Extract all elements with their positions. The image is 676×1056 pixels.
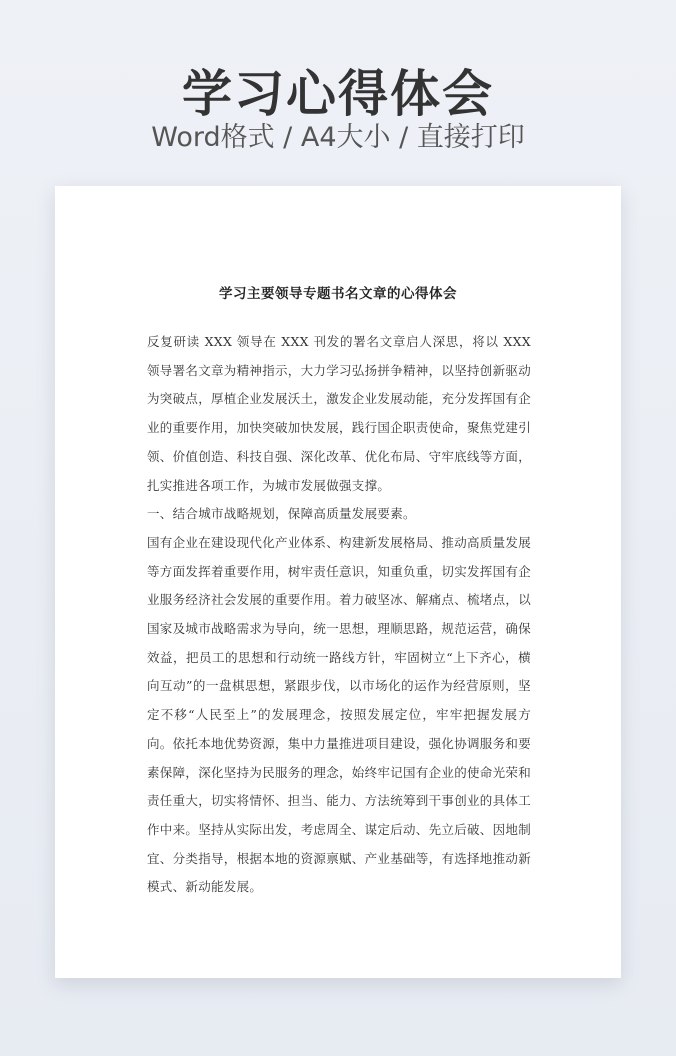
hero-title: 学习心得体会 [182,65,494,123]
document-page [55,186,621,978]
paragraph-section-one: 国有企业在建设现代化产业体系、构建新发展格局、推动高质量发展等方面发挥着重要作用，树牢责任意识，知重负重，切实发挥国有企业服务经济社会发展的重要作用。着力破坚冰、解痛点、梳堵点，以国家及城市战略需求为导向，统一思想，理顺思路，规范运营，确保效益，把员工的思想和行动统一路线方针，牢固树立“上下齐心，横向互动”的一盘棋思想，紧跟步伐，以市场化的运作为经营原则，坚定不移“人民至上”的发展理念，按照发展定位，牢牢把握发展方向。依托本地优势资源，集中力量推进项目建设，强化协调服务和要素保障，深化坚持为民服务的理念，始终牢记国有企业的使命光荣和责任重大，切实将情怀、担当、能力、方法统筹到干事创业的具体工作中来。坚持从实际出发，考虑周全、谋定后动、先立后破、因地制宜、分类指导，根据本地的资源禀赋、产业基础等，有选择地推动新模式、新动能发展。 [147,534,532,895]
section-heading: 一、结合城市战略规划，保障高质量发展要素。 [147,506,416,522]
document-body [147,328,531,902]
document-title: 学习主要领导专题书名文章的心得体会 [219,286,457,302]
paragraph-intro: 反复研读 XXX 领导在 XXX 刊发的署名文章启人深思，将以 XXX 领导署名文章为精神指示，大力学习弘扬拼争精神，以坚持创新驱动为突破点，厚植企业发展沃土，激发企业发展动能，充分发挥国有企业的重要作用，加快突破加快发展，践行国企职责使命，聚焦党建引领、价值创造、科技自强、深化改革、优化布局、守牢底线等方面，扎实推进各项工作，为城市发展做强支撑。 [147,334,532,493]
hero-subtitle: Word格式 / A4大小 / 直接打印 [151,122,525,153]
